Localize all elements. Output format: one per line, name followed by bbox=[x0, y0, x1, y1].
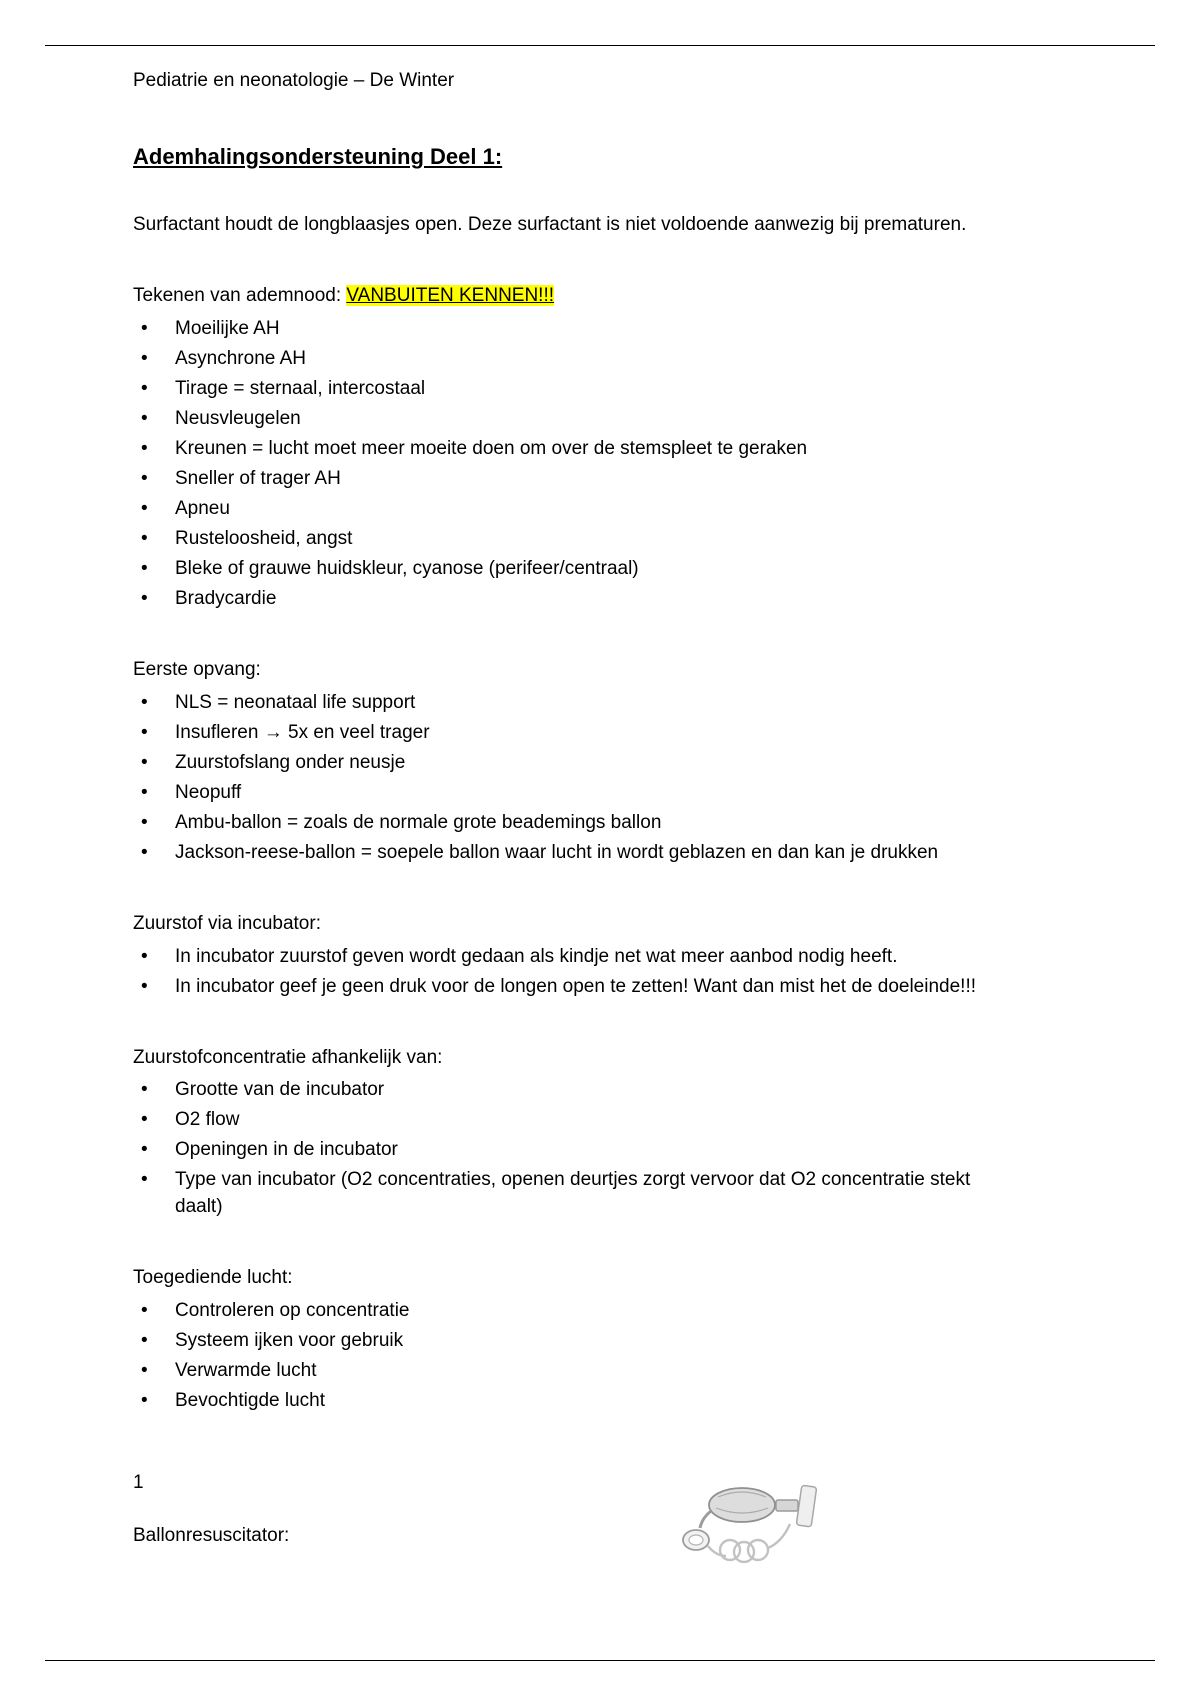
document-header: Pediatrie en neonatologie – De Winter bbox=[133, 70, 455, 91]
bullet-list bbox=[133, 316, 983, 613]
list-item: • Bradycardie bbox=[133, 586, 983, 613]
section-eerste-opvang bbox=[133, 657, 983, 867]
list-item: • Bevochtigde lucht bbox=[133, 1388, 983, 1415]
list-item: • Openingen in de incubator bbox=[133, 1137, 983, 1164]
section-toegediende-lucht bbox=[133, 1265, 983, 1415]
list-item: • Jackson-reese-ballon = soepele ballon waar lucht in wordt geblazen en dan kan je drukken bbox=[133, 840, 983, 867]
document-content bbox=[133, 68, 983, 1550]
list-item: • Grootte van de incubator bbox=[133, 1077, 983, 1104]
list-item: • Zuurstofslang onder neusje bbox=[133, 750, 983, 777]
section-heading: Eerste opvang: bbox=[133, 658, 261, 680]
list-item: • Verwarmde lucht bbox=[133, 1358, 983, 1385]
list-item: • Asynchrone AH bbox=[133, 346, 983, 373]
list-item: • Type van incubator (O2 concentraties, openen deurtjes zorgt vervoor dat O2 concentratie stekt daalt) bbox=[133, 1167, 983, 1221]
list-item: • O2 flow bbox=[133, 1107, 983, 1134]
resuscitator-image bbox=[678, 1478, 838, 1573]
section-heading: Ballonresuscitator: bbox=[133, 1525, 290, 1547]
heading-text: Tekenen van ademnood: bbox=[133, 285, 347, 307]
list-item: • Ambu-ballon = zoals de normale grote beademings ballon bbox=[133, 810, 983, 837]
bottom-rule bbox=[45, 1660, 1155, 1661]
bullet-list bbox=[133, 1077, 983, 1221]
bullet-list bbox=[133, 1298, 983, 1415]
intro-paragraph: Surfactant houdt de longblaasjes open. Deze surfactant is niet voldoende aanwezig bij prematuren. bbox=[133, 214, 967, 236]
bullet-list bbox=[133, 690, 983, 867]
list-item: • Neopuff bbox=[133, 780, 983, 807]
section-concentratie bbox=[133, 1045, 983, 1222]
list-item: • In incubator geef je geen druk voor de longen open te zetten! Want dan mist het de doeleinde!!! bbox=[133, 974, 983, 1001]
list-item: • Moeilijke AH bbox=[133, 316, 983, 343]
section-incubator bbox=[133, 911, 983, 1001]
section-heading: Zuurstofconcentratie afhankelijk van: bbox=[133, 1046, 443, 1068]
top-rule bbox=[45, 45, 1155, 46]
list-item: • Sneller of trager AH bbox=[133, 466, 983, 493]
page-title: Ademhalingsondersteuning Deel 1: bbox=[133, 143, 503, 169]
section-heading: Toegediende lucht: bbox=[133, 1267, 293, 1289]
list-item: • NLS = neonataal life support bbox=[133, 690, 983, 717]
section-ballonresuscitator bbox=[133, 1523, 983, 1550]
section-heading bbox=[133, 283, 983, 310]
list-item: • Insufleren → 5x en veel trager bbox=[133, 720, 983, 747]
section-heading: Zuurstof via incubator: bbox=[133, 912, 321, 934]
list-item: • Apneu bbox=[133, 496, 983, 523]
section-ademnood bbox=[133, 283, 983, 613]
bullet-list bbox=[133, 944, 983, 1001]
highlight: VANBUITEN KENNEN!!! bbox=[346, 285, 555, 307]
list-item: • Kreunen = lucht moet meer moeite doen om over de stemspleet te geraken bbox=[133, 436, 983, 463]
list-item: • Controleren op concentratie bbox=[133, 1298, 983, 1325]
list-item: • Bleke of grauwe huidskleur, cyanose (perifeer/centraal) bbox=[133, 556, 983, 583]
list-item: • Tirage = sternaal, intercostaal bbox=[133, 376, 983, 403]
list-item: • Systeem ijken voor gebruik bbox=[133, 1328, 983, 1355]
page-number: 1 bbox=[133, 1472, 144, 1493]
list-item: • Neusvleugelen bbox=[133, 406, 983, 433]
list-item: • In incubator zuurstof geven wordt gedaan als kindje net wat meer aanbod nodig heeft. bbox=[133, 944, 983, 971]
list-item: • Rusteloosheid, angst bbox=[133, 526, 983, 553]
